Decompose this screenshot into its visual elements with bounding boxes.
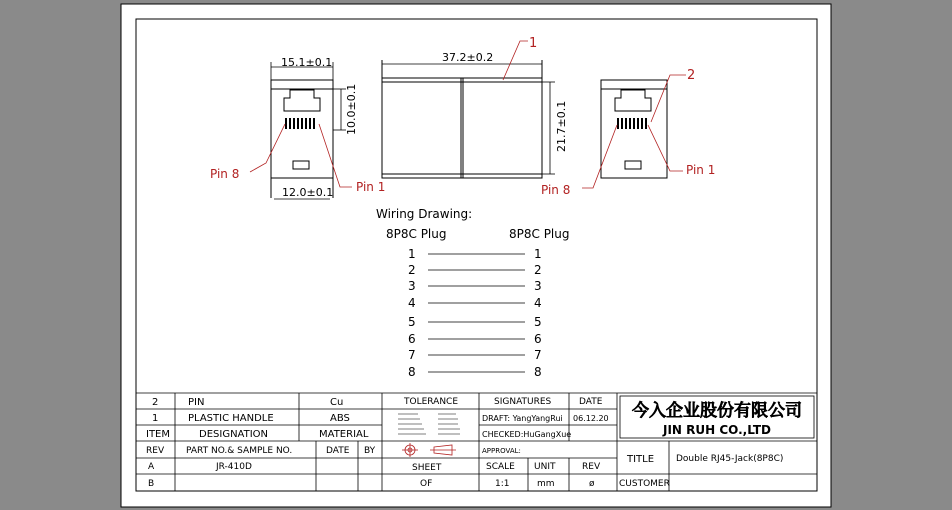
- customer-label: CUSTOMER: [619, 479, 670, 489]
- wiring-right-pin: 2: [534, 263, 542, 277]
- wiring-right-pin: 4: [534, 296, 542, 310]
- wiring-right-pin: 7: [534, 348, 542, 362]
- wiring-title: Wiring Drawing:: [376, 207, 473, 221]
- rev-header-part-no: PART NO.& SAMPLE NO.: [186, 446, 293, 456]
- callout-2: 2: [687, 68, 696, 83]
- wiring-left-pin: 2: [408, 263, 416, 277]
- draft-signature: DRAFT: YangYangRui: [482, 414, 563, 423]
- rev-header-by: BY: [364, 446, 376, 456]
- scale-label: SCALE: [486, 462, 515, 472]
- right-pin8-label: Pin 8: [541, 183, 571, 197]
- right-pin1-label: Pin 1: [686, 163, 716, 177]
- bom-row-1-name: PLASTIC HANDLE: [188, 413, 274, 424]
- bom-row-2-material: Cu: [330, 397, 344, 408]
- signatures-label: SIGNATURES: [494, 397, 552, 407]
- company-name-en: JIN RUH CO.,LTD: [662, 423, 772, 437]
- wiring-right-pin: 3: [534, 279, 542, 293]
- left-pin8-label: Pin 8: [210, 167, 240, 181]
- bom-row-1-material: ABS: [330, 413, 350, 424]
- tolerance-label: TOLERANCE: [404, 397, 459, 407]
- rev-row-a-part: JR-410D: [216, 462, 252, 472]
- bom-header-item: ITEM: [146, 429, 171, 440]
- rev-row-b-rev: B: [148, 479, 155, 489]
- rev-label: REV: [582, 462, 601, 472]
- rev-value: ø: [589, 479, 595, 489]
- unit-value: mm: [537, 479, 555, 489]
- left-pin1-label: Pin 1: [356, 180, 386, 194]
- bom-row-1-no: 1: [152, 413, 159, 424]
- bom-row-2-name: PIN: [188, 397, 205, 408]
- wiring-left-pin: 8: [408, 365, 416, 379]
- dim-body-height: 21.7±0.1: [555, 100, 568, 152]
- scale-value: 1:1: [495, 479, 510, 489]
- approval-signature: APPROVAL:: [482, 447, 521, 455]
- bom-row-2-no: 2: [152, 397, 159, 408]
- rev-header-date: DATE: [326, 446, 350, 456]
- wiring-left-pin: 1: [408, 247, 416, 261]
- wiring-right-pin: 6: [534, 332, 542, 346]
- rev-header-rev: REV: [146, 446, 165, 456]
- checked-signature: CHECKED:HuGangXue: [482, 430, 572, 439]
- wiring-right-header: 8P8C Plug: [509, 227, 570, 241]
- dim-front-bottom: 12.0±0.1: [282, 186, 334, 199]
- unit-label: UNIT: [534, 462, 556, 472]
- wiring-left-pin: 3: [408, 279, 416, 293]
- date-value: 06.12.20: [573, 414, 609, 423]
- title-value: Double RJ45-Jack(8P8C): [676, 454, 784, 464]
- rev-row-a-rev: A: [148, 462, 155, 472]
- bom-header-designation: DESIGNATION: [199, 429, 269, 440]
- wiring-left-pin: 5: [408, 315, 416, 329]
- company-name-cn: 今入企业股份有限公司: [632, 401, 802, 421]
- sheet-label: SHEET: [412, 463, 442, 473]
- wiring-right-pin: 1: [534, 247, 542, 261]
- wiring-left-pin: 4: [408, 296, 416, 310]
- wiring-right-pin: 8: [534, 365, 542, 379]
- wiring-left-header: 8P8C Plug: [386, 227, 447, 241]
- bom-header-material: MATERIAL: [319, 429, 369, 440]
- wiring-left-pin: 7: [408, 348, 416, 362]
- dim-body-length: 37.2±0.2: [442, 51, 494, 64]
- wiring-left-pin: 6: [408, 332, 416, 346]
- callout-1: 1: [529, 36, 538, 51]
- dim-front-height: 10.0±0.1: [345, 83, 358, 135]
- dim-front-width: 15.1±0.1: [281, 56, 333, 69]
- wiring-right-pin: 5: [534, 315, 542, 329]
- sheet-value: OF: [420, 479, 433, 489]
- date-label: DATE: [579, 397, 603, 407]
- title-label: TITLE: [627, 454, 655, 465]
